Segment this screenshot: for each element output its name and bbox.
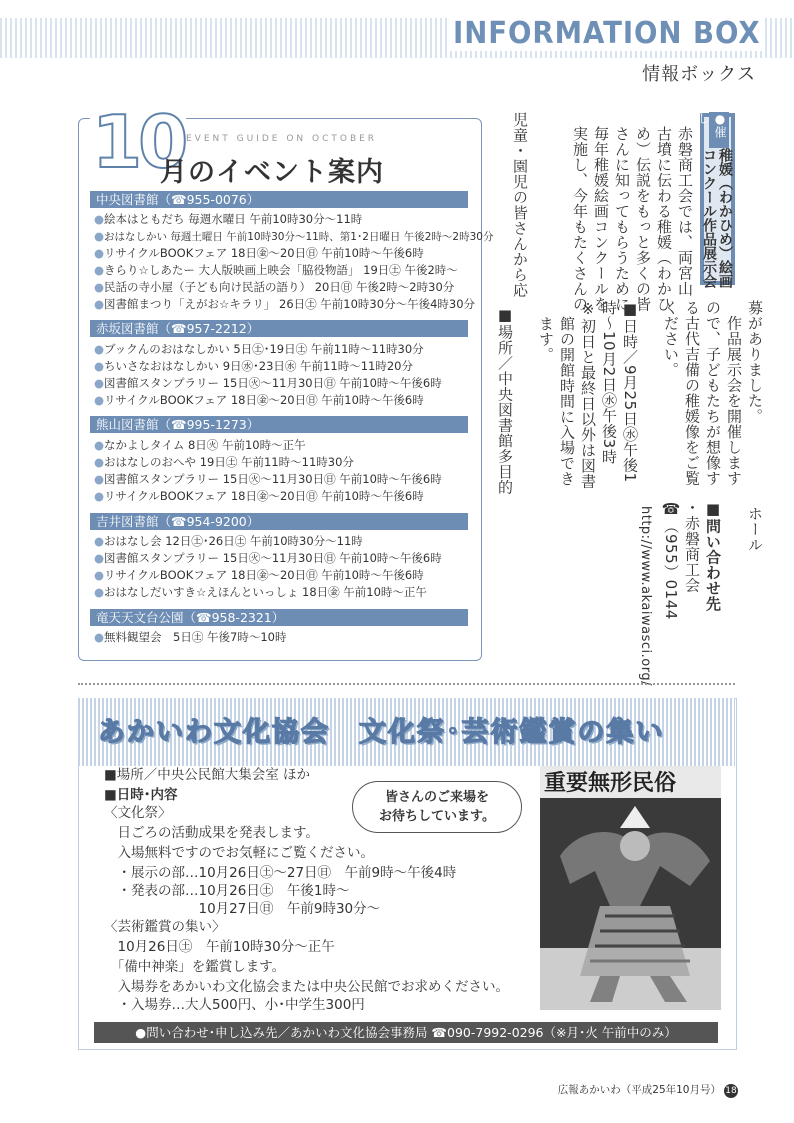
welcome-bubble: 皆さんのご来場を お待ちしています。 — [352, 781, 522, 833]
header-title: INFORMATION BOX — [449, 16, 764, 51]
exhibit-line: 赤磐商工会では、両宮山 — [676, 126, 694, 297]
culture-line: 10月27日㊐ 午前9時30分～ — [104, 901, 381, 917]
culture-line: 〈文化祭〉 — [104, 805, 172, 821]
event-item: ●おはなしだいすき☆えほんといっしょ 18日㊎ 午前10時～正午 — [94, 585, 427, 599]
culture-line: 入場無料ですのでお気軽にご覧ください。 — [104, 845, 374, 861]
exhibit-line: さんに知ってもらうために、 — [613, 126, 631, 328]
event-item: ●図書館スタンプラリー 15日㊋～11月30日㊐ 午前10時～午後6時 — [94, 551, 442, 565]
event-item: ●リサイクルBOOKフェア 18日㊎～20日㊐ 午前10時～午後6時 — [94, 568, 424, 582]
event-item: ●リサイクルBOOKフェア 18日㊎～20日㊐ 午前10時～午後6時 — [94, 489, 424, 503]
event-item: ●おはなしのおへや 19日㊏ 午前11時～11時30分 — [94, 455, 354, 469]
culture-line: 〈芸術鑑賞の集い〉 — [104, 919, 226, 935]
kagura-photo-illustration — [540, 766, 721, 1010]
exhibit-line: ので、子どもたちが想像す — [704, 300, 722, 486]
exhibit-line: め）伝説をもっと多くの皆 — [634, 126, 652, 312]
culture-line: ■場所／中央公民館大集会室 ほか — [104, 767, 311, 783]
exhibit-contact-name: ・赤磐商工会 — [683, 500, 701, 593]
event-item: ●ブックんのおはなしかい 5日㊏･19日㊏ 午前11時～11時30分 — [94, 342, 424, 356]
event-item: ●なかよしタイム 8日㊋ 午前10時～正午 — [94, 438, 306, 452]
exhibit-line: ※初日と最終日以外は図書 — [579, 300, 597, 489]
culture-line: 日ごろの活動成果を発表します。 — [104, 825, 319, 841]
culture-title: あかいわ文化協会 文化祭･芸術鑑賞の集い — [98, 717, 665, 748]
event-item: ●きらり☆しあたー 大人版映画上映会「脇役物語」 19日㊏ 午後2時～ — [94, 263, 458, 277]
section-bar-kumayama: 熊山図書館（☎995-1273） — [90, 416, 468, 433]
page-footer: 広報あかいわ（平成25年10月号） 18 — [557, 1084, 737, 1096]
culture-line: 10月26日㊏ 午前10時30分～正午 — [104, 939, 335, 955]
exhibit-line: 古墳に伝わる稚媛（わかひ — [655, 126, 673, 312]
event-month-number: 10 — [92, 100, 185, 184]
exhibit-contact-phone: ☎（955）0144 — [662, 500, 680, 620]
event-title: 月のイベント案内 — [160, 157, 384, 188]
culture-line: ・発表の部…10月26日㊏ 午後1時～ — [104, 883, 350, 899]
culture-line: ■日時･内容 — [104, 787, 178, 803]
exhibit-line: 時～10月2日㊌午後3時 — [600, 300, 618, 465]
exhibit-line: 館の開館時間に入場でき — [558, 316, 576, 487]
exhibit-line: 毎年稚媛絵画コンクールを — [592, 126, 610, 312]
exhibit-line: ます。 — [537, 316, 555, 363]
event-item: ●リサイクルBOOKフェア 18日㊎～20日㊐ 午前10時～午後6時 — [94, 246, 424, 260]
culture-line: 「備中神楽」を鑑賞します。 — [104, 959, 286, 975]
exhibit-title: 稚媛（わかひめ）絵画 コンクール作品展示会 — [701, 148, 733, 288]
culture-line: ・展示の部…10月26日㊏～27日㊐ 午前9時～午後4時 — [104, 865, 457, 881]
exhibit-line: る古代吉備の稚媛像をご覧 — [683, 300, 701, 486]
exhibit-category-label: ●催し — [709, 112, 729, 148]
contact-bar: ●問い合わせ･申し込み先／あかいわ文化協会事務局 ☎090-7992-0296（※月･火 午前中のみ） — [94, 1022, 718, 1043]
exhibit-contact-heading: ■問い合わせ先 — [704, 500, 722, 612]
event-item: ●おはなしかい 毎週土曜日 午前10時30分～11時、第1･2日曜日 午後2時～2時30分 — [94, 229, 494, 243]
exhibit-url-link[interactable]: http://www.akaiwasci.org/ — [638, 506, 653, 686]
event-item: ●絵本はともだち 毎週水曜日 午前10時30分～11時 — [94, 212, 363, 226]
exhibit-line: ください。 — [662, 300, 680, 378]
event-item: ●おはなし会 12日㊏･26日㊏ 午前10時30分～11時 — [94, 534, 363, 548]
page-number: 18 — [725, 1086, 737, 1096]
event-item: ●図書館まつり「えがお☆キラリ」 26日㊏ 午前10時30分～午後4時30分 — [94, 297, 476, 311]
culture-line: ・入場券…大人500円、小･中学生300円 — [104, 997, 365, 1013]
section-bar-yoshii: 吉井図書館（☎954-9200） — [90, 513, 468, 530]
exhibit-line: ■場所／中央図書館多目的 — [496, 306, 514, 495]
event-item: ●リサイクルBOOKフェア 18日㊎～20日㊐ 午前10時～午後6時 — [94, 393, 424, 407]
section-bar-observatory: 竜天天文台公園（☎958-2321） — [90, 609, 468, 626]
event-item: ●民話の寺小屋（子ども向け民話の語り） 20日㊐ 午後2時～2時30分 — [94, 280, 455, 294]
culture-line: 入場券をあかいわ文化協会または中央公民館でお求めください。 — [104, 979, 509, 995]
exhibit-line: 作品展示会を開催します — [725, 300, 743, 486]
header-subtitle: 情報ボックス — [642, 64, 756, 85]
event-item: ●図書館スタンプラリー 15日㊋～11月30日㊐ 午前10時～午後6時 — [94, 376, 442, 390]
exhibit-line: 実施し、今年もたくさんの — [571, 126, 589, 312]
exhibit-line: ホール — [746, 506, 764, 553]
section-bar-akasaka: 赤坂図書館（☎957-2212） — [90, 320, 468, 337]
event-item: ●図書館スタンプラリー 15日㊋～11月30日㊐ 午前10時～午後6時 — [94, 472, 442, 486]
section-bar-chuo: 中央図書館（☎955-0076） — [90, 191, 468, 208]
exhibit-line: 児童・園児の皆さんから応 — [511, 112, 529, 298]
kagura-photo — [540, 766, 721, 1010]
event-english-heading: EVENT GUIDE ON OCTOBER — [186, 134, 378, 144]
event-item: ●無料観望会 5日㊏ 午後7時～10時 — [94, 630, 287, 644]
event-item: ●ちいさなおはなしかい 9日㊌･23日㊌ 午前11時～11時20分 — [94, 359, 413, 373]
photo-banner-text: 重要無形民俗 — [544, 771, 677, 796]
dotted-separator — [78, 683, 735, 685]
exhibit-line: 募がありました。 — [746, 300, 764, 424]
exhibit-line: ■日時／9月25日㊌午後1 — [621, 300, 639, 483]
